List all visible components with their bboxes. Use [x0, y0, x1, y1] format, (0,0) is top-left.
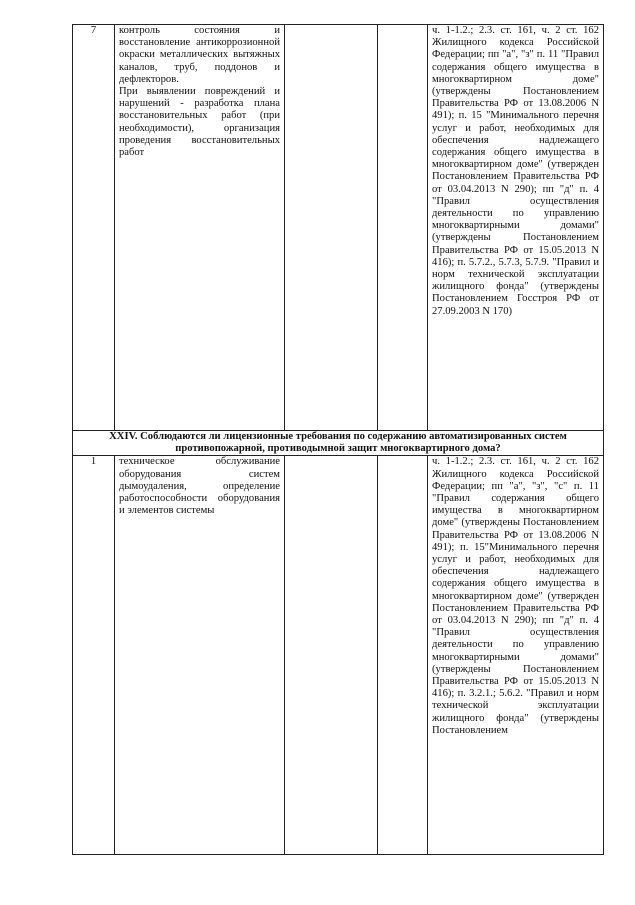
legal-basis: ч. 1-1.2.; 2.3. ст. 161, ч. 2 ст. 162 Жилищного кодекса Российской Федерации; пп "а", "з", "с" п. 11 "Правил содержания общего имущества в многоквартирном доме" (утверждены Постановлением Правительства РФ от 13.08.2006 N 491); п. 15"Минимального перечня услуг и работ, необходимых для обеспечения надлежащего содержания общего имущества в многоквартирном доме" (утвержден Постановлением Правительства РФ от 03.04.2013 N 290); пп "д" п. 4 "Правил осуществления деятельности по управлению многоквартирными домами" (утверждены Постановлением Правительства РФ от 15.05.2013 N 416); п. 3.2.1.; 5.6.2. "Правил и норм технической эксплуатации жилищного фонда" (утверждены Постановлением	[428, 456, 604, 855]
requirement-description	[115, 25, 285, 431]
legal-basis: ч. 1-1.2.; 2.3. ст. 161, ч. 2 ст. 162 Жилищного кодекса Российской Федерации; пп "а", "з" п. 11 "Правил содержания общего имущества в многоквартирном доме" (утверждены Постановлением Правительства РФ от 13.08.2006 N 491); п. 15 "Минимального перечня услуг и работ, необходимых для обеспечения надлежащего содержания общего имущества в многоквартирном доме" (утвержден Постановлением Правительства РФ от 03.04.2013 N 290); пп "д" п. 4 "Правил осуществления деятельности по управлению многоквартирными домами" (утверждены Постановлением Правительства РФ от 15.05.2013 N 416); п. 5.7.2., 5.7.3, 5.7.9. "Правил и норм технической эксплуатации жилищного фонда" (утверждены Постановлением Госстроя РФ от 27.09.2003 N 170)	[428, 25, 604, 431]
empty-cell	[378, 25, 428, 431]
requirement-description	[115, 456, 285, 855]
description-paragraph: При выявлении повреждений и нарушений - разработка плана восстановительных работ (при необходимости), организация проведения восстановительных работ	[119, 86, 280, 159]
description-paragraph: контроль состояния и восстановление антикоррозионной окраски металлических вытяжных каналов, труб, поддонов и дефлекторов.	[119, 25, 280, 85]
section-title: XXIV. Соблюдаются ли лицензионные требования по содержанию автоматизированных систем противопожарной, противодымной защит многоквартирного дома?	[73, 431, 604, 456]
table-row	[73, 456, 604, 855]
section-header-row	[73, 431, 604, 456]
empty-cell	[285, 456, 378, 855]
table-row	[73, 25, 604, 431]
empty-cell	[285, 25, 378, 431]
empty-cell	[378, 456, 428, 855]
requirements-table	[72, 24, 604, 855]
description-paragraph: техническое обслуживание оборудования систем дымоудаления, определение работоспособности оборудования и элементов системы	[119, 456, 280, 517]
row-number: 7	[73, 25, 115, 431]
row-number: 1	[73, 456, 115, 855]
